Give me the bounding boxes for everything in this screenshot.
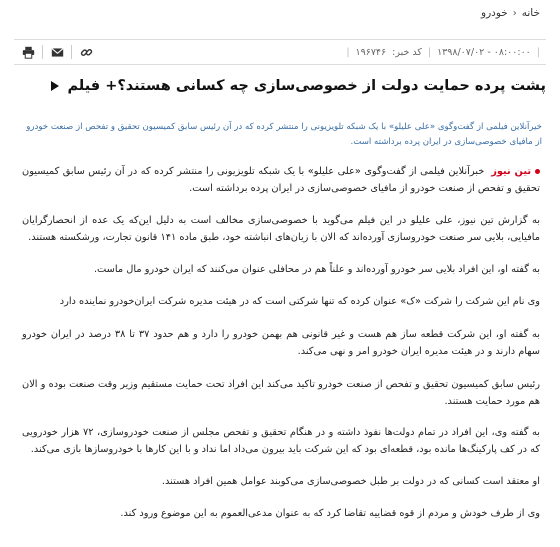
- breadcrumb-section[interactable]: خودرو: [481, 7, 508, 19]
- article-paragraph: وی نام این شرکت را شرکت «ک» عنوان کرده که تنها شرکتی است که در هیئت مدیره شرکت ایران‌خودرو نماینده دارد: [59, 296, 540, 307]
- divider: [71, 45, 72, 59]
- publish-datetime: ۰۸:۰۰:۰۰ - ۱۳۹۸/۰۷/۰۲: [437, 46, 531, 58]
- article-lead: خیرآنلاین فیلمی از گفت‌وگوی «علی علیلو» با یک شبکه تلویزیونی را منتشر کرده که در آن رئیس سابق کمیسیون تحقیق و تفحص از صنعت خودرو از مافیای خصوصی‌سازی در ایران پرده برداشته است.: [26, 122, 542, 147]
- bullet-dot-icon: [535, 169, 540, 174]
- news-code-label: کد خبر:: [392, 46, 422, 58]
- article-paragraph: به گفته وی، این افراد در تمام دولت‌ها نفوذ داشته و در هنگام تحقیق و تفحص مجلس از صنعت خودروسازی، ۷۲ هزار خودرویی که در کف پارکینگ‌ها مانده بود، قطعه‌ای بود که این شرکت باید بیرون می‌داد اما نداد و با این کارها با خودروسازها بازی می‌کند.: [22, 427, 540, 455]
- article-paragraph: رئیس سابق کمیسیون تحقیق و تفحص از صنعت خودرو تاکید می‌کند این افراد تحت حمایت مستقیم وزیر وقت صنعت بوده و الان هم مورد حمایت هستند.: [22, 379, 540, 407]
- breadcrumb: [481, 7, 540, 19]
- print-icon[interactable]: [20, 44, 36, 60]
- article-paragraph: به گفته او، این افراد بلایی سر خودرو آورده‌اند و علناً هم در محافلی عنوان می‌کنند که ایران خودرو مال ماست.: [93, 264, 540, 275]
- divider: |: [346, 46, 350, 58]
- email-icon[interactable]: [49, 44, 65, 60]
- article-info-bar: [14, 39, 546, 65]
- triangle-bullet-icon: [51, 81, 59, 91]
- breadcrumb-home[interactable]: خانه: [521, 7, 540, 19]
- divider: [42, 45, 43, 59]
- chevron-left-icon: ‹: [512, 7, 517, 19]
- article-title: [20, 78, 546, 94]
- article-paragraph: [22, 163, 540, 197]
- article-paragraph: به گزارش تین نیوز، علی علیلو در این فیلم می‌گوید با خصوصی‌سازی مخالف است به دلیل این‌که یک عده از انحصارگرایان مافیایی، بلایی سر صنعت خودروسازی آورده‌اند که الان با زیان‌های انباشته خود، طبق ماده ۱۴۱ قانون تجارت، ورشکسته هستند.: [22, 215, 540, 243]
- article-paragraph: او معتقد است کسانی که در دولت بر طبل خصوصی‌سازی می‌کوبند عوامل همین افراد هستند.: [161, 476, 540, 487]
- news-agency-name: تین نیوز: [491, 166, 531, 177]
- article-paragraph: به گفته او، این شرکت قطعه ساز هم هست و غیر قانونی هم بهمن خودرو را دارد و هم حدود ۳۷ تا ۳۸ درصد در ایران خودرو سهام دارند و در هیئت مدیره ایران خودرو امر و نهی می‌کند.: [22, 329, 540, 357]
- news-code: ۱۹۶۷۴۶: [355, 46, 387, 58]
- paragraph-text: خبرآنلاین فیلمی از گفت‌وگوی «علی علیلو» با یک شبکه تلویزیونی را منتشر کرده که در آن رئیس سابق کمیسیون تحقیق و تفحص از صنعت خودرو از مافیای خصوصی‌سازی در ایران پرده برداشته است.: [22, 166, 540, 194]
- share-tools: [20, 44, 94, 60]
- article-meta: [346, 47, 540, 58]
- divider: |: [536, 46, 540, 58]
- divider: |: [427, 46, 432, 58]
- link-icon[interactable]: [78, 44, 94, 60]
- article-title-text: پشت پرده حمایت دولت از خصوصی‌سازی چه کسانی هستند؟+ فیلم: [67, 78, 546, 94]
- article-paragraph: وی از طرف خودش و مردم از قوه قضاییه تقاضا کرد که به عنوان مدعی‌العموم به این موضوع ورود کند.: [120, 508, 540, 519]
